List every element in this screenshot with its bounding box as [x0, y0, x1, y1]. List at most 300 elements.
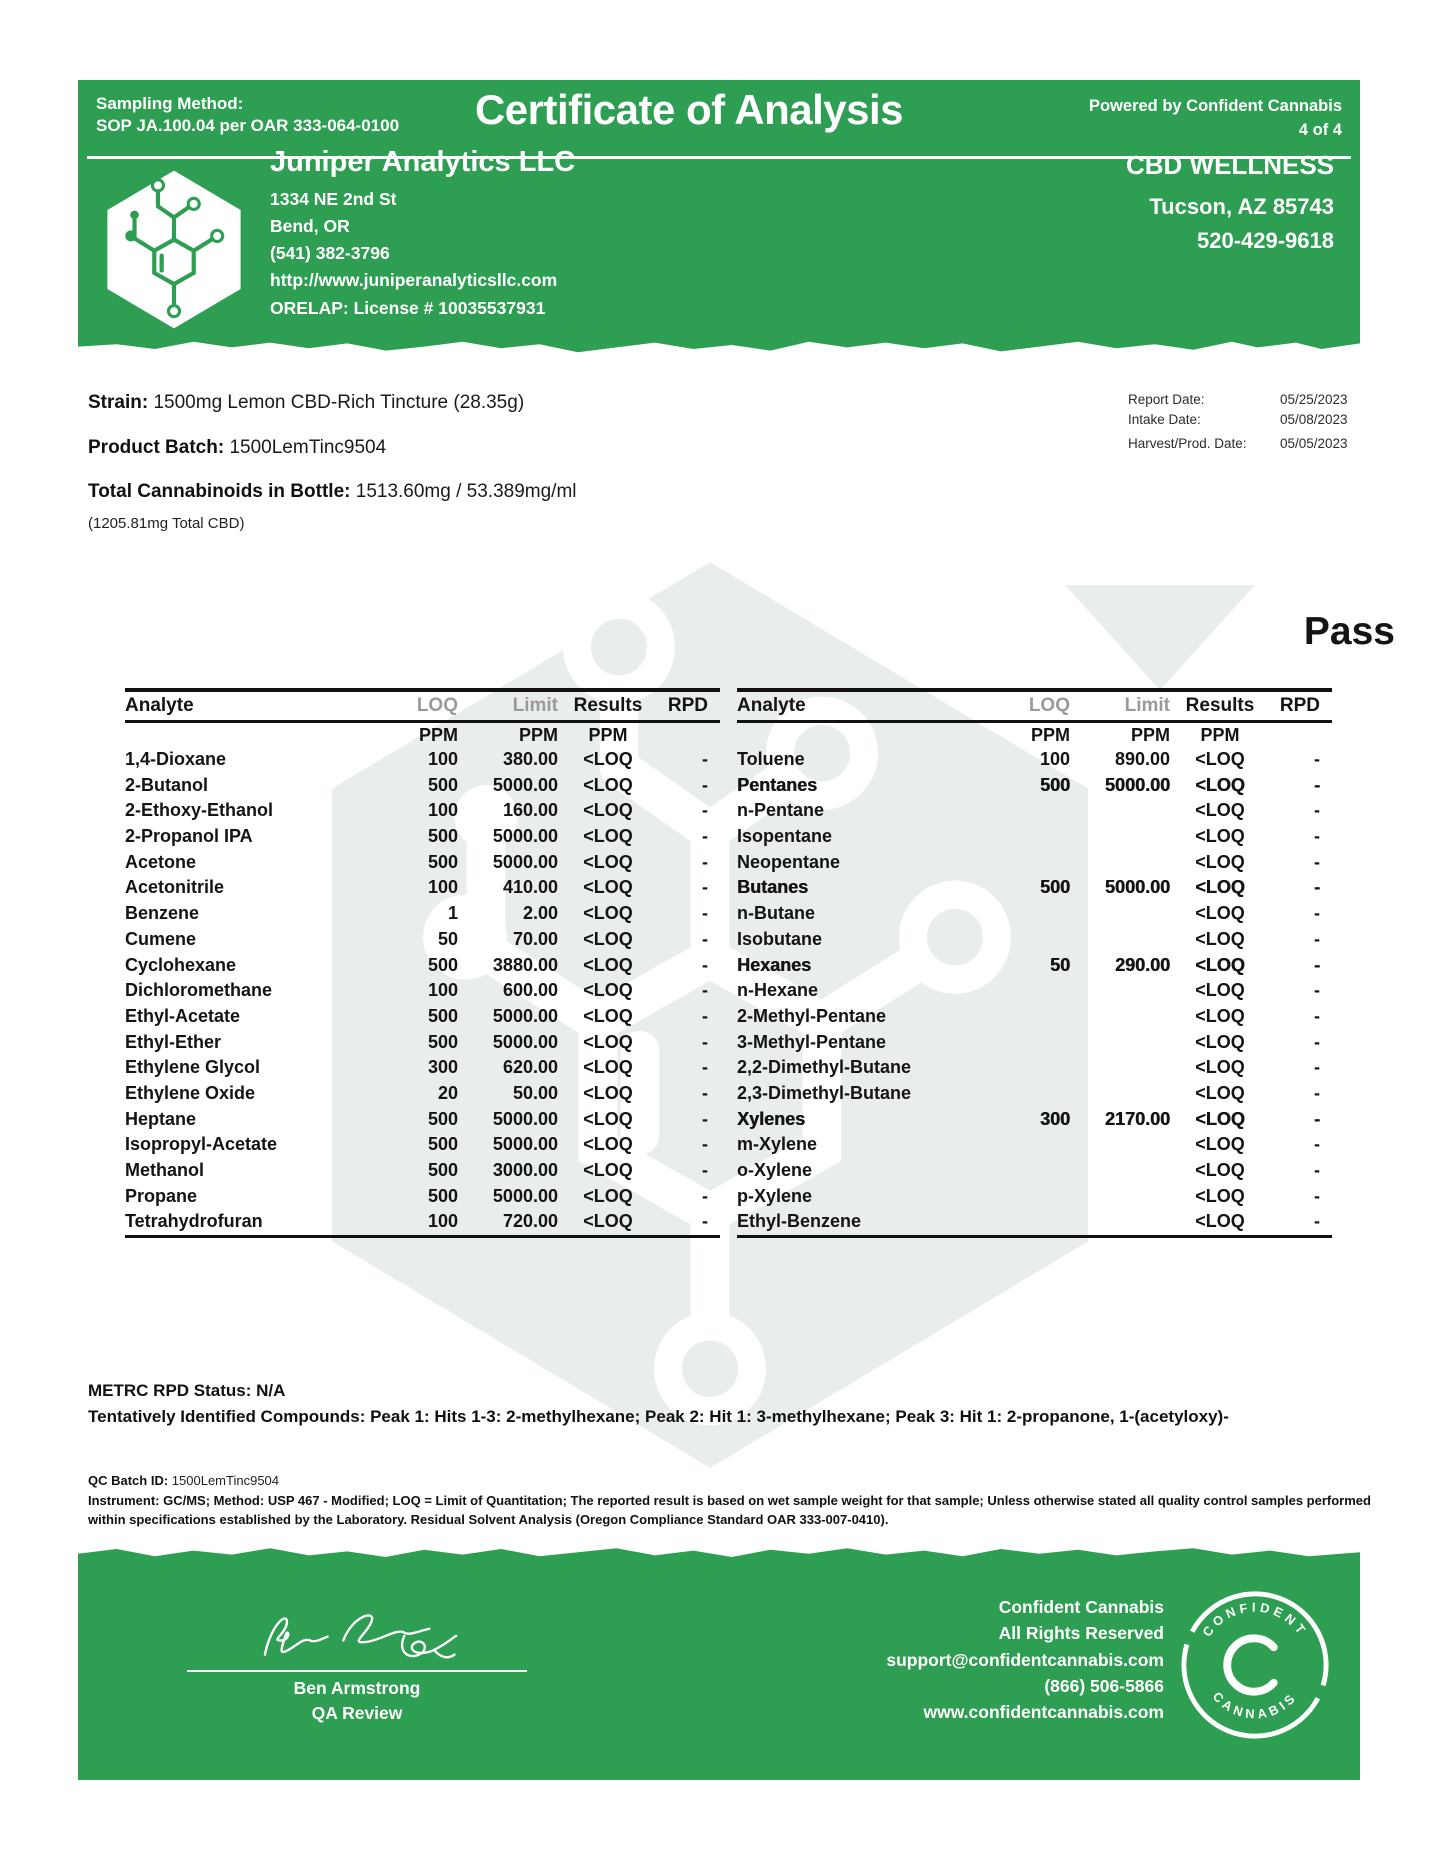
cell-limit: 720.00: [502, 1211, 558, 1232]
cell-limit: 410.00: [502, 877, 558, 898]
cell-analyte: Ethyl-Benzene: [737, 1211, 862, 1232]
table-row: [125, 1107, 720, 1133]
lab-name: Juniper Analytics LLC: [270, 146, 576, 178]
cell-results: <LOQ: [583, 928, 633, 949]
table-row: [737, 1158, 1332, 1184]
cell-results: <LOQ: [1195, 851, 1245, 872]
cell-analyte: Ethyl-Acetate: [125, 1005, 241, 1026]
cannabinoids-value: 1513.60mg / 53.389mg/ml: [355, 481, 577, 502]
cell-results: <LOQ: [1195, 749, 1245, 769]
table-row: [737, 1004, 1332, 1030]
table-row: [737, 1184, 1332, 1210]
cell-limit: 5000.00: [492, 1108, 558, 1129]
client-phone: 520-429-9618: [1196, 228, 1334, 254]
cell-limit: 50.00: [512, 1082, 558, 1103]
cell-loq: [1000, 927, 1070, 953]
table-header: [125, 688, 720, 723]
cell-rpd: -: [1314, 1005, 1320, 1026]
cell-results: <LOQ: [583, 1134, 633, 1155]
report-date-label: Report Date:: [1128, 392, 1205, 407]
cell-limit: [1070, 1004, 1170, 1030]
cell-results: <LOQ: [1195, 1057, 1245, 1078]
cell-rpd: -: [1314, 1031, 1320, 1052]
cell-rpd: -: [702, 774, 708, 795]
cell-loq: [1000, 901, 1070, 927]
cell-results: <LOQ: [1195, 1160, 1245, 1180]
cell-limit: 5000.00: [492, 851, 558, 872]
cell-loq: [1000, 1081, 1070, 1107]
cell-loq: 100: [1039, 749, 1070, 769]
cell-rpd: -: [1314, 826, 1320, 847]
cell-analyte: n-Butane: [737, 903, 815, 924]
cell-limit: 600.00: [502, 980, 558, 1001]
cell-results: <LOQ: [1195, 877, 1245, 898]
table-row: [737, 1132, 1332, 1158]
sampling-method-value: SOP JA.100.04 per OAR 333-064-0100: [96, 115, 400, 135]
cell-rpd: -: [1314, 1057, 1320, 1078]
cell-limit: [1070, 1132, 1170, 1158]
cell-results: <LOQ: [1195, 826, 1245, 847]
seal-text-top: CONFIDENT: [1199, 1599, 1311, 1640]
cell-rpd: -: [702, 1108, 708, 1129]
cell-rpd: -: [1314, 774, 1320, 795]
cell-limit: [1070, 1030, 1170, 1056]
table-row: [737, 798, 1332, 824]
cell-limit: [1070, 1184, 1170, 1210]
page-title: Certificate of Analysis: [474, 86, 904, 133]
cell-analyte: Tetrahydrofuran: [125, 1211, 263, 1232]
cell-analyte: Benzene: [125, 903, 200, 924]
table-row: [737, 1081, 1332, 1107]
col-results: Results: [573, 695, 643, 716]
table-row: [737, 1030, 1332, 1056]
cell-loq: 500: [1039, 877, 1070, 898]
batch-line: [88, 437, 386, 459]
cell-analyte: Ethylene Oxide: [125, 1082, 256, 1103]
qc-batch-value: 1500LemTinc9504: [171, 1473, 280, 1488]
cell-results: <LOQ: [583, 903, 633, 924]
cell-limit: [1070, 850, 1170, 876]
cell-analyte: Isobutane: [737, 928, 823, 949]
cell-results: <LOQ: [583, 851, 633, 872]
table-row: [737, 953, 1332, 979]
cell-loq: 500: [427, 1108, 458, 1129]
cell-analyte: Isopentane: [737, 826, 833, 847]
cell-loq: [1000, 1184, 1070, 1210]
cell-loq: 300: [1039, 1108, 1070, 1129]
cell-analyte: n-Pentane: [737, 800, 825, 821]
table-row: [737, 1209, 1332, 1235]
cell-rpd: -: [1314, 749, 1320, 769]
cell-rpd: -: [702, 749, 708, 769]
cell-loq: 500: [427, 1031, 458, 1052]
cell-limit: 2.00: [522, 903, 558, 924]
qc-batch-label: QC Batch ID:: [88, 1473, 169, 1488]
col-rpd: RPD: [667, 695, 708, 716]
cell-rpd: -: [702, 877, 708, 898]
cell-rpd: -: [702, 1005, 708, 1026]
dates-block: [1128, 390, 1348, 454]
cell-limit: 5000.00: [492, 1031, 558, 1052]
table-row: [737, 875, 1332, 901]
cell-loq: 20: [437, 1082, 458, 1103]
table-row: [737, 850, 1332, 876]
table-body: [737, 747, 1332, 1238]
cell-loq: 500: [427, 1005, 458, 1026]
intake-date-value: 05/08/2023: [1280, 412, 1348, 427]
col-results: Results: [1185, 695, 1255, 716]
table-row: [125, 747, 720, 773]
cc-company: Confident Cannabis: [998, 1597, 1164, 1617]
cell-analyte: Ethylene Glycol: [125, 1057, 261, 1078]
cell-loq: 100: [427, 800, 458, 821]
cell-rpd: -: [1314, 1082, 1320, 1103]
cell-rpd: -: [1314, 1108, 1320, 1129]
cell-results: <LOQ: [583, 1185, 633, 1206]
cell-rpd: -: [1314, 800, 1320, 821]
cell-rpd: -: [702, 980, 708, 1001]
cell-results: <LOQ: [583, 1005, 633, 1026]
unit-loq: PPM: [1030, 725, 1070, 745]
cell-loq: 1: [447, 903, 458, 924]
cell-loq: [1000, 1132, 1070, 1158]
cell-limit: 3000.00: [492, 1160, 558, 1180]
table-header: [737, 688, 1332, 723]
table-row: [737, 901, 1332, 927]
table-row: [737, 1107, 1332, 1133]
lab-website: http://www.juniperanalyticsllc.com: [270, 270, 558, 291]
table-row: [125, 1158, 720, 1184]
results-table-right: [737, 688, 1332, 1238]
cell-limit: 70.00: [512, 928, 558, 949]
signer-name: Ben Armstrong: [293, 1678, 421, 1698]
cell-loq: 50: [437, 928, 458, 949]
table-row: [737, 978, 1332, 1004]
cell-analyte: Acetonitrile: [125, 877, 225, 898]
cell-loq: 500: [427, 826, 458, 847]
cell-rpd: -: [702, 1185, 708, 1206]
cell-loq: 100: [427, 980, 458, 1001]
cell-results: <LOQ: [583, 800, 633, 821]
table-row: [125, 953, 720, 979]
cell-loq: 500: [1039, 774, 1070, 795]
cell-results: <LOQ: [583, 826, 633, 847]
cell-analyte: Dichloromethane: [125, 980, 273, 1001]
cell-results: <LOQ: [1195, 1082, 1245, 1103]
cell-loq: [1000, 1209, 1070, 1235]
cell-results: <LOQ: [583, 1160, 633, 1180]
cell-results: <LOQ: [1195, 1185, 1245, 1206]
cc-rights: All Rights Reserved: [998, 1623, 1164, 1644]
cell-results: <LOQ: [583, 1108, 633, 1129]
cell-analyte: 2-Methyl-Pentane: [737, 1005, 887, 1026]
cell-analyte: Hexanes: [737, 954, 812, 975]
juniper-analytics-logo-icon: [100, 168, 248, 331]
cell-rpd: -: [1314, 851, 1320, 872]
cell-rpd: -: [1314, 928, 1320, 949]
table-units-row: [125, 723, 720, 747]
cell-analyte: 2-Butanol: [125, 774, 208, 795]
cell-limit: [1070, 1055, 1170, 1081]
cell-loq: 100: [427, 1211, 458, 1232]
footer-torn-edge: [78, 1545, 1360, 1561]
cell-results: <LOQ: [1195, 903, 1245, 924]
cell-results: <LOQ: [583, 1082, 633, 1103]
results-table-left: [125, 688, 720, 1238]
cell-results: <LOQ: [1195, 1211, 1245, 1232]
col-analyte: Analyte: [125, 695, 194, 716]
cell-results: <LOQ: [1195, 980, 1245, 1001]
table-row: [737, 747, 1332, 773]
cell-limit: 290.00: [1114, 954, 1170, 975]
cell-analyte: Cumene: [125, 928, 197, 949]
cell-limit: 380.00: [502, 749, 558, 769]
cell-limit: 2170.00: [1104, 1108, 1170, 1129]
table-row: [125, 1132, 720, 1158]
cell-analyte: n-Hexane: [737, 980, 819, 1001]
batch-value: 1500LemTinc9504: [229, 437, 387, 458]
cell-loq: 500: [427, 1134, 458, 1155]
client-location: Tucson, AZ 85743: [1149, 194, 1334, 219]
cc-email: support@confidentcannabis.com: [886, 1649, 1164, 1670]
table-row: [125, 798, 720, 824]
cell-results: <LOQ: [1195, 1005, 1245, 1026]
cell-loq: [1000, 824, 1070, 850]
cell-results: <LOQ: [583, 1057, 633, 1078]
cell-results: <LOQ: [1195, 928, 1245, 949]
table-row: [125, 824, 720, 850]
table-row: [125, 773, 720, 799]
cell-analyte: p-Xylene: [737, 1185, 813, 1206]
cell-results: <LOQ: [1195, 1108, 1245, 1129]
table-row: [737, 927, 1332, 953]
cell-loq: 100: [427, 877, 458, 898]
seal-c-mark: [1227, 1638, 1274, 1691]
cell-rpd: -: [702, 1211, 708, 1232]
cell-results: <LOQ: [583, 1031, 633, 1052]
cell-loq: [1000, 1030, 1070, 1056]
cell-loq: 500: [427, 1185, 458, 1206]
table-row: [737, 824, 1332, 850]
cell-limit: [1070, 978, 1170, 1004]
cell-limit: [1070, 1209, 1170, 1235]
table-row: [737, 1055, 1332, 1081]
unit-limit: PPM: [1130, 725, 1170, 745]
cc-phone: (866) 506-5866: [1044, 1675, 1164, 1696]
cell-analyte: Neopentane: [737, 851, 841, 872]
lab-info: [270, 146, 575, 322]
cell-rpd: -: [1314, 980, 1320, 1001]
cell-analyte: 2,2-Dimethyl-Butane: [737, 1057, 912, 1078]
seal-text-bottom: CANNABIS: [1209, 1688, 1301, 1722]
cell-rpd: -: [702, 1134, 708, 1155]
strain-line: [88, 392, 524, 414]
lab-address1: 1334 NE 2nd St: [270, 189, 397, 209]
cell-analyte: o-Xylene: [737, 1160, 813, 1180]
metrc-status: METRC RPD Status: N/A: [88, 1381, 286, 1400]
cell-rpd: -: [702, 954, 708, 975]
signer-block: [187, 1676, 527, 1727]
pass-status-badge: Pass: [1303, 610, 1395, 653]
cell-limit: 3880.00: [492, 954, 558, 975]
cell-limit: 160.00: [502, 800, 558, 821]
cell-results: <LOQ: [1195, 1134, 1245, 1155]
cell-rpd: -: [702, 928, 708, 949]
tentatively-identified-compounds: Tentatively Identified Compounds: Peak 1: Hits 1-3: 2-methylhexane; Peak 2: Hit 1: 3-methylhexane; Peak 3: Hit 1: 2-propanone, 1-(acetyloxy)-: [88, 1407, 1229, 1426]
table-row: [125, 1184, 720, 1210]
cell-loq: 500: [427, 851, 458, 872]
cell-loq: 500: [427, 954, 458, 975]
batch-label: Product Batch:: [88, 437, 225, 458]
unit-results: PPM: [1200, 725, 1240, 745]
table-row: [125, 927, 720, 953]
cell-analyte: Isopropyl-Acetate: [125, 1134, 278, 1155]
cell-rpd: -: [702, 1082, 708, 1103]
cell-rpd: -: [1314, 1185, 1320, 1206]
table-row: [125, 1055, 720, 1081]
confident-cannabis-contact: [886, 1594, 1164, 1725]
cell-rpd: -: [702, 851, 708, 872]
cell-analyte: m-Xylene: [737, 1134, 818, 1155]
cell-rpd: -: [702, 1031, 708, 1052]
signer-role: QA Review: [311, 1703, 403, 1724]
cell-analyte: Ethyl-Ether: [125, 1031, 222, 1052]
cell-analyte: Methanol: [125, 1160, 204, 1180]
cell-loq: [1000, 798, 1070, 824]
cell-limit: 5000.00: [492, 1185, 558, 1206]
unit-limit: PPM: [518, 725, 558, 745]
table-row: [125, 1004, 720, 1030]
intake-date-label: Intake Date:: [1128, 412, 1201, 427]
cell-results: <LOQ: [583, 774, 633, 795]
cell-results: <LOQ: [1195, 954, 1245, 975]
cell-analyte: 2-Ethoxy-Ethanol: [125, 800, 274, 821]
table-row: [125, 901, 720, 927]
cell-rpd: -: [1314, 1160, 1320, 1180]
cell-limit: 5000.00: [492, 826, 558, 847]
cell-limit: 890.00: [1114, 749, 1170, 769]
cell-analyte: 3-Methyl-Pentane: [737, 1031, 887, 1052]
cell-analyte: Butanes: [737, 877, 809, 898]
cell-limit: [1070, 1158, 1170, 1184]
powered-by: [1089, 95, 1342, 143]
cell-results: <LOQ: [583, 749, 633, 769]
total-cbd-note: (1205.81mg Total CBD): [88, 515, 245, 532]
table-row: [737, 773, 1332, 799]
strain-label: Strain:: [88, 392, 149, 413]
cell-analyte: 1,4-Dioxane: [125, 749, 227, 769]
cell-limit: [1070, 1081, 1170, 1107]
cc-website: www.confidentcannabis.com: [923, 1702, 1164, 1722]
report-date-value: 05/25/2023: [1280, 392, 1348, 407]
cell-rpd: -: [1314, 903, 1320, 924]
col-analyte: Analyte: [737, 695, 806, 716]
cell-loq: [1000, 850, 1070, 876]
cell-limit: [1070, 927, 1170, 953]
cell-rpd: -: [1314, 1211, 1320, 1232]
cell-limit: [1070, 901, 1170, 927]
unit-results: PPM: [588, 725, 628, 745]
cell-rpd: -: [702, 903, 708, 924]
header-band: [78, 80, 1360, 338]
table-body: [125, 747, 720, 1238]
cannabinoids-line: [88, 481, 577, 503]
client-info: [1126, 150, 1334, 258]
cell-loq: 300: [427, 1057, 458, 1078]
signature-line: [187, 1670, 527, 1672]
cell-loq: 500: [427, 774, 458, 795]
cell-limit: [1070, 824, 1170, 850]
cell-analyte: Pentanes: [737, 774, 818, 795]
table-row: [125, 978, 720, 1004]
cell-rpd: -: [702, 826, 708, 847]
table-row: [125, 875, 720, 901]
cell-results: <LOQ: [1195, 774, 1245, 795]
cell-analyte: 2-Propanol IPA: [125, 826, 253, 847]
lab-phone: (541) 382-3796: [270, 243, 390, 264]
harvest-date-label: Harvest/Prod. Date:: [1128, 436, 1247, 451]
cell-rpd: -: [1314, 877, 1320, 898]
header-torn-edge: [78, 337, 1360, 353]
cell-results: <LOQ: [583, 980, 633, 1001]
cell-analyte: Cyclohexane: [125, 954, 237, 975]
cell-loq: 50: [1049, 954, 1070, 975]
confident-cannabis-seal-icon: [1176, 1586, 1334, 1744]
col-rpd: RPD: [1279, 695, 1320, 716]
cell-analyte: 2,3-Dimethyl-Butane: [737, 1082, 912, 1103]
cannabinoids-label: Total Cannabinoids in Bottle:: [88, 481, 351, 502]
cell-rpd: -: [702, 800, 708, 821]
sampling-method: [96, 93, 399, 137]
cell-results: <LOQ: [583, 877, 633, 898]
unit-loq: PPM: [418, 725, 458, 745]
lab-address2: Bend, OR: [270, 216, 350, 237]
page-number: 4 of 4: [1298, 120, 1342, 139]
cell-analyte: Xylenes: [737, 1108, 806, 1129]
lab-license: ORELAP: License # 10035537931: [270, 297, 546, 318]
cell-limit: 620.00: [502, 1057, 558, 1078]
col-limit: Limit: [1124, 695, 1170, 716]
strain-value: 1500mg Lemon CBD-Rich Tincture (28.35g): [153, 392, 525, 413]
col-loq: LOQ: [1028, 695, 1070, 716]
col-loq: LOQ: [416, 695, 458, 716]
cell-rpd: -: [1314, 1134, 1320, 1155]
harvest-date-value: 05/05/2023: [1280, 436, 1348, 451]
cell-analyte: Heptane: [125, 1108, 197, 1129]
cell-rpd: -: [1314, 954, 1320, 975]
table-row: [125, 1081, 720, 1107]
cell-results: <LOQ: [1195, 800, 1245, 821]
cell-loq: [1000, 1004, 1070, 1030]
signature: [243, 1598, 478, 1676]
disclaimer: Instrument: GC/MS; Method: USP 467 - Modified; LOQ = Limit of Quantitation; The reported result is based on wet sample weight for that sample; Unless otherwise stated all quality control samples performed within specifications established by the Laboratory. Residual Solvent Analysis (Oregon Compliance Standard OAR 333-007-0410).: [88, 1493, 1371, 1527]
table-row: [125, 1209, 720, 1235]
table-units-row: [737, 723, 1332, 747]
cell-loq: [1000, 1055, 1070, 1081]
client-name: CBD WELLNESS: [1126, 150, 1334, 180]
col-limit: Limit: [512, 695, 558, 716]
cell-loq: [1000, 978, 1070, 1004]
cell-limit: 5000.00: [492, 1134, 558, 1155]
cell-loq: 500: [427, 1160, 458, 1180]
cell-analyte: Acetone: [125, 851, 197, 872]
cell-results: <LOQ: [583, 1211, 633, 1232]
cell-limit: 5000.00: [1104, 774, 1170, 795]
sampling-method-label: Sampling Method:: [96, 94, 244, 113]
cell-rpd: -: [702, 1057, 708, 1078]
table-row: [125, 1030, 720, 1056]
cell-results: <LOQ: [583, 954, 633, 975]
